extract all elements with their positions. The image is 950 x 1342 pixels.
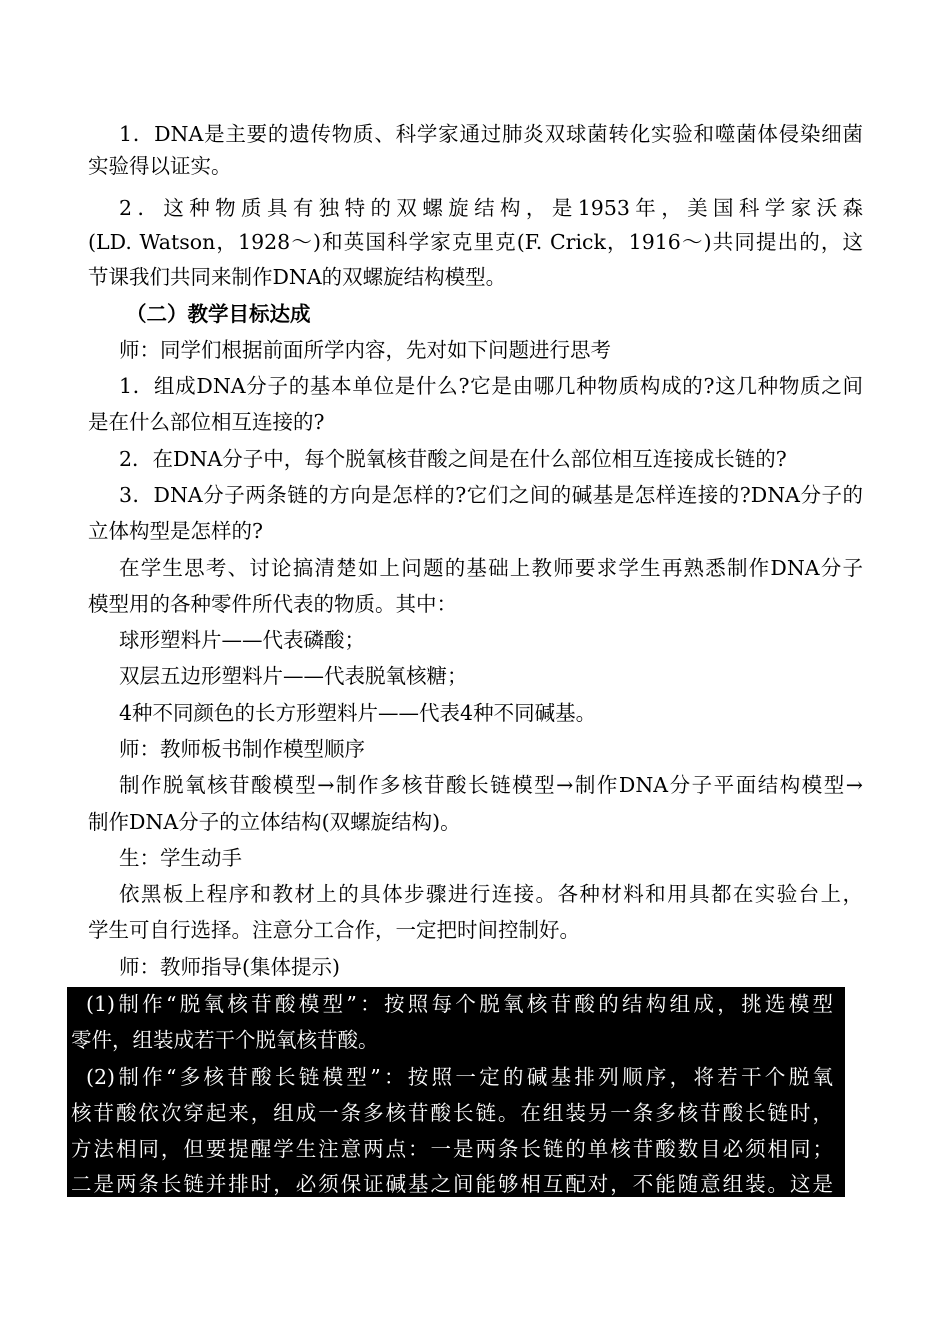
part-item: 双层五边形塑料片——代表脱氧核糖； <box>119 664 468 688</box>
teacher-prompt: 师：同学们根据前面所学内容，先对如下问题进行思考 <box>119 338 611 362</box>
student-text-line-1: 依黑板上程序和教材上的具体步骤进行连接。各种材料和用具都在实验台上， <box>119 882 863 906</box>
board-order-line-1: 制作脱氧核苷酸模型→制作多核苷酸长链模型→制作DNA分子平面结构模型→ <box>119 773 863 797</box>
intro-paragraph-1-line-2: 实验得以证实。 <box>88 154 232 178</box>
guidance-label: 师：教师指导(集体提示) <box>119 955 340 979</box>
part-item: 4种不同颜色的长方形塑料片——代表4种不同碱基。 <box>119 701 597 725</box>
guidance-highlight-block <box>67 987 845 1197</box>
intro-paragraph-1-line-1: 1．DNA是主要的遗传物质、科学家通过肺炎双球菌转化实验和噬菌体侵染细菌 <box>119 122 863 146</box>
parts-intro-line-2: 模型用的各种零件所代表的物质。其中： <box>88 592 457 616</box>
guidance-2-line-2: 核苷酸依次穿起来，组成一条多核苷酸长链。在组装另一条多核苷酸长链时， <box>71 1101 833 1125</box>
parts-intro-line-1: 在学生思考、讨论搞清楚如上问题的基础上教师要求学生再熟悉制作DNA分子 <box>119 556 863 580</box>
guidance-2-line-4: 二是两条长链并排时，必须保证碱基之间能够相互配对，不能随意组装。这是 <box>71 1172 833 1196</box>
intro-paragraph-2-line-2: (LD. Watson，1928～)和英国科学家克里克(F. Crick，1916～)共同提出的，这 <box>88 230 863 254</box>
guidance-2-line-3: 方法相同，但要提醒学生注意两点：一是两条长链的单核苷酸数目必须相同； <box>71 1137 833 1161</box>
part-item: 球形塑料片——代表磷酸； <box>119 628 365 652</box>
question-1-line-1: 1．组成DNA分子的基本单位是什么?它是由哪几种物质构成的?这几种物质之间 <box>119 374 863 398</box>
guidance-1-line-2: 零件，组装成若干个脱氧核苷酸。 <box>71 1028 379 1052</box>
question-2: 2．在DNA分子中，每个脱氧核苷酸之间是在什么部位相互连接成长链的? <box>119 447 787 471</box>
question-3-line-2: 立体构型是怎样的? <box>88 519 263 543</box>
board-order-line-2: 制作DNA分子的立体结构(双螺旋结构)。 <box>88 810 461 834</box>
section-heading: （二）教学目标达成 <box>126 302 311 326</box>
guidance-1-line-1: (1)制作“脱氧核苷酸模型”：按照每个脱氧核苷酸的结构组成，挑选模型 <box>86 992 833 1016</box>
intro-paragraph-2-line-1: 2．这种物质具有独特的双螺旋结构，是1953年，美国科学家沃森 <box>119 196 863 220</box>
intro-paragraph-2-line-3: 节课我们共同来制作DNA的双螺旋结构模型。 <box>88 265 507 289</box>
board-order-label: 师：教师板书制作模型顺序 <box>119 737 365 761</box>
question-1-line-2: 是在什么部位相互连接的? <box>88 410 325 434</box>
guidance-2-line-1: (2)制作“多核苷酸长链模型”：按照一定的碱基排列顺序，将若干个脱氧 <box>86 1065 833 1089</box>
student-text-line-2: 学生可自行选择。注意分工合作，一定把时间控制好。 <box>88 918 580 942</box>
student-label: 生：学生动手 <box>119 846 242 870</box>
question-3-line-1: 3．DNA分子两条链的方向是怎样的?它们之间的碱基是怎样连接的?DNA分子的 <box>119 483 863 507</box>
